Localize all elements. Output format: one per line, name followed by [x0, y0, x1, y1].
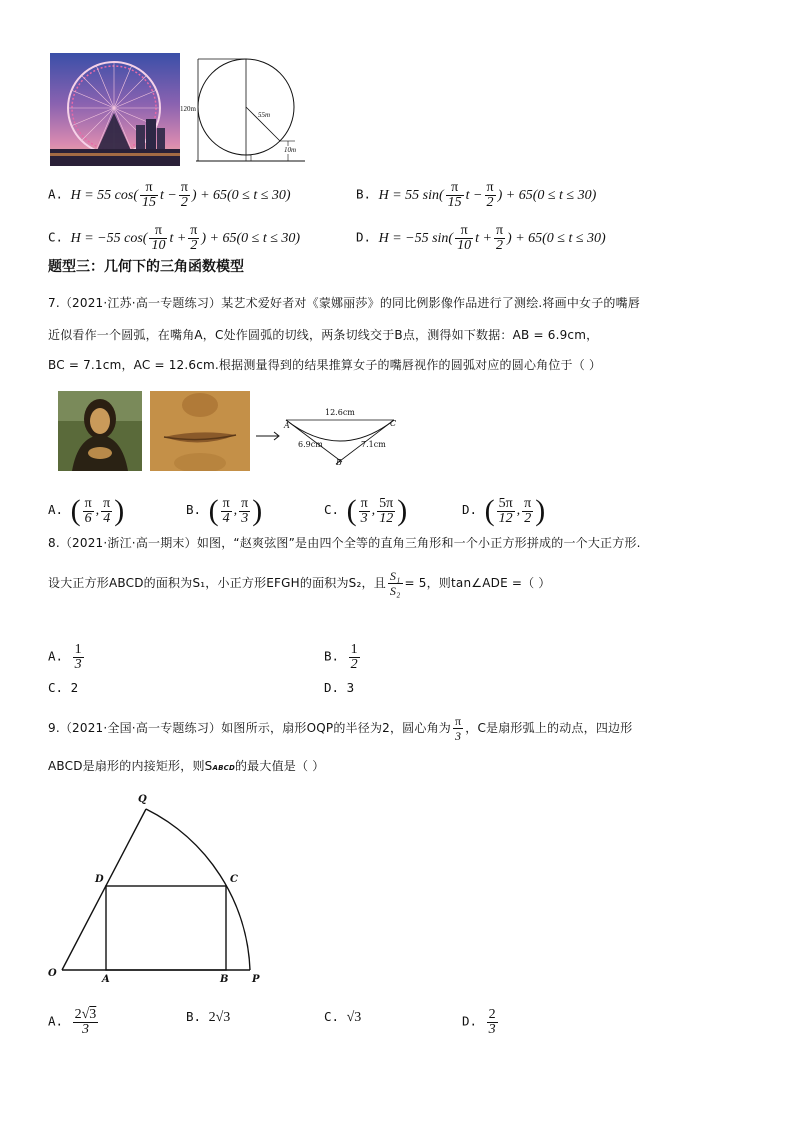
- q9-option-d[interactable]: D. $\frac{2}{3}$: [462, 1007, 496, 1037]
- q8-option-c[interactable]: C. 2: [48, 680, 79, 695]
- q6-option-b[interactable]: B. H = 55 sin( $\frac{\pi}{15}$ t − $\frac{\pi}{2}$ ) + 65(0 ≤ t ≤ 30): [356, 180, 597, 210]
- q7-line-3: BC = 7.1cm，AC = 12.6cm.根据测量得到的结果推算女子的嘴唇视作的圆弧对应的圆心角位于（ ）: [48, 358, 602, 372]
- q7-line-2: 近似看作一个圆弧，在嘴角A，C处作圆弧的切线，两条切线交于B点，测得如下数据：AB = 6.9cm，: [48, 328, 599, 342]
- q9-line-2: ABCD是扇形的内接矩形，则SABCD的最大值是（ ）: [48, 759, 325, 773]
- label-12-6cm: 12.6cm: [325, 408, 355, 417]
- lip-arc-diagram: [278, 406, 404, 472]
- q9-option-c[interactable]: C. √3: [324, 1009, 362, 1025]
- base-label: 10m: [284, 146, 297, 154]
- mona-lisa-lips-photo: [150, 391, 250, 471]
- point-o-label: O: [48, 968, 57, 979]
- q6-option-d-formula: H = −55 sin( $\frac{\pi}{10}$ t + $\frac{\pi}{2}$ ) + 65(0 ≤ t ≤ 30): [378, 223, 606, 253]
- label-7-1cm: 7.1cm: [361, 440, 386, 449]
- q8-option-a[interactable]: A. $\frac{1}{3}$: [48, 642, 82, 672]
- point-a-label: A: [102, 974, 110, 985]
- q6-option-a[interactable]: A. H = 55 cos( $\frac{\pi}{15}$ t − $\frac{\pi}{2}$ ) + 65(0 ≤ t ≤ 30): [48, 180, 291, 210]
- q6-option-c-formula: H = −55 cos( $\frac{\pi}{10}$ t + $\frac{\pi}{2}$ ) + 65(0 ≤ t ≤ 30): [70, 223, 301, 253]
- point-b-label: B: [336, 458, 342, 467]
- q6-option-b-formula: H = 55 sin( $\frac{\pi}{15}$ t − $\frac{\pi}{2}$ ) + 65(0 ≤ t ≤ 30): [378, 180, 597, 210]
- section-title: 题型三：几何下的三角函数模型: [48, 259, 244, 275]
- label-6-9cm: 6.9cm: [298, 440, 323, 449]
- q9-option-b[interactable]: B. 2√3: [186, 1009, 231, 1025]
- q7-option-d[interactable]: D. ( $\frac{5\pi}{12}$ , $\frac{\pi}{2}$ ): [462, 494, 546, 527]
- q8-option-d[interactable]: D. 3: [324, 680, 355, 695]
- point-p-label: P: [252, 974, 260, 985]
- point-a-label: A: [284, 421, 290, 430]
- q9-line-1: 9.（2021·全国·高一专题练习）如图所示，扇形OQP的半径为2，圆心角为 $\frac{\pi}{3}$ ，C是扇形弧上的动点，四边形: [48, 714, 633, 743]
- point-b-label: B: [220, 974, 229, 985]
- q8-option-b[interactable]: B. $\frac{1}{2}$: [324, 642, 358, 672]
- q7-option-a[interactable]: A. ( $\frac{\pi}{6}$ , $\frac{\pi}{4}$ ): [48, 494, 125, 527]
- q7-option-b[interactable]: B. ( $\frac{\pi}{4}$ , $\frac{\pi}{3}$ ): [186, 494, 263, 527]
- mona-lisa-photo: [58, 391, 142, 471]
- q6-option-d[interactable]: D. H = −55 sin( $\frac{\pi}{10}$ t + $\frac{\pi}{2}$ ) + 65(0 ≤ t ≤ 30): [356, 223, 606, 253]
- q7-option-c[interactable]: C. ( $\frac{\pi}{3}$ , $\frac{5\pi}{12}$ ): [324, 494, 408, 527]
- point-q-label: Q: [138, 794, 147, 805]
- q6-option-c[interactable]: C. H = −55 cos( $\frac{\pi}{10}$ t + $\frac{\pi}{2}$ ) + 65(0 ≤ t ≤ 30): [48, 223, 301, 253]
- height-label: 120m: [180, 105, 196, 113]
- sector-diagram: [44, 792, 274, 992]
- q7-line-1: 7.（2021·江苏·高一专题练习）某艺术爱好者对《蒙娜丽莎》的同比例影像作品进行了测绘.将画中女子的嘴唇: [48, 296, 641, 310]
- q9-option-a[interactable]: A. $\frac{2√3}{3}$: [48, 1007, 97, 1037]
- ferris-wheel-diagram: [180, 53, 310, 166]
- q8-line-1: 8.（2021·浙江·高一期末）如图，“赵爽弦图”是由四个全等的直角三角形和一个小正方形拼成的一个大正方形.: [48, 536, 641, 550]
- ferris-wheel-photo: [50, 53, 180, 166]
- radius-label: 55m: [258, 111, 271, 119]
- point-c-label: C: [230, 874, 238, 885]
- q6-option-a-formula: H = 55 cos( $\frac{\pi}{15}$ t − $\frac{\pi}{2}$ ) + 65(0 ≤ t ≤ 30): [70, 180, 291, 210]
- q8-line-2: 设大正方形ABCD的面积为S₁，小正方形EFGH的面积为S₂，且 $\frac{\text{S₁}}{\text{S₂}}$ = 5，则tan∠ADE =（ ）: [48, 569, 551, 598]
- point-d-label: D: [95, 874, 104, 885]
- point-c-label: C: [390, 419, 397, 428]
